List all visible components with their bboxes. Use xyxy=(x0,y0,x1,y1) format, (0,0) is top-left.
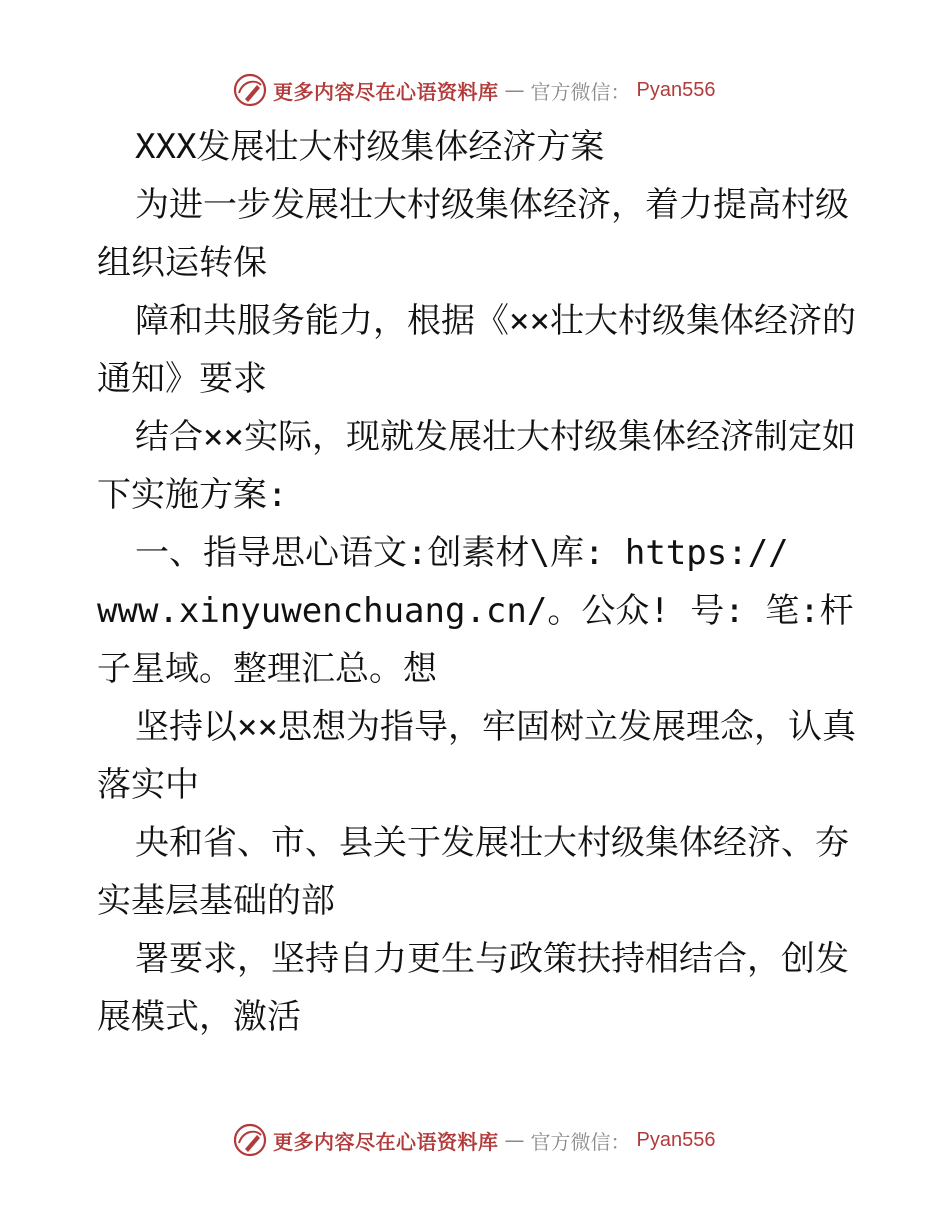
pen-logo-icon xyxy=(233,1123,267,1157)
banner-title: 更多内容尽在心语资料库 xyxy=(273,1129,499,1154)
banner-wechat-label: 官方微信： xyxy=(530,79,631,104)
banner-wechat-id: Pyan556 xyxy=(636,1128,716,1151)
document-body xyxy=(97,118,857,1046)
paragraph: 署要求，坚持自力更生与政策扶持相结合，创发展模式，激活 xyxy=(97,939,849,1037)
header-banner xyxy=(233,70,715,110)
banner-wechat-label: 官方微信： xyxy=(530,1129,631,1154)
paragraph: 结合××实际，现就发展壮大村级集体经济制定如下实施方案: xyxy=(97,417,856,515)
banner-dash: — xyxy=(504,78,525,102)
paragraph: 坚持以××思想为指导，牢固树立发展理念，认真落实中 xyxy=(97,707,856,805)
section-heading: 一、指导思心语文:创素材\库: https:// xyxy=(135,533,789,573)
paragraph: 为进一步发展壮大村级集体经济，着力提高村级组织运转保 xyxy=(97,185,849,283)
paragraph: 央和省、市、县关于发展壮大村级集体经济、夯实基层基础的部 xyxy=(97,823,849,921)
document-title: XXX发展壮大村级集体经济方案 xyxy=(135,127,605,167)
paragraph: 障和共服务能力，根据《××壮大村级集体经济的通知》要求 xyxy=(97,301,856,399)
pen-logo-icon xyxy=(233,73,267,107)
banner-title: 更多内容尽在心语资料库 xyxy=(273,79,499,104)
footer-banner xyxy=(233,1120,715,1160)
banner-dash: — xyxy=(504,1128,525,1152)
banner-wechat-id: Pyan556 xyxy=(636,78,716,101)
paragraph: www.xinyuwenchuang.cn/。公众! 号: 笔:杆子星域。整理汇总。想 xyxy=(97,591,854,689)
